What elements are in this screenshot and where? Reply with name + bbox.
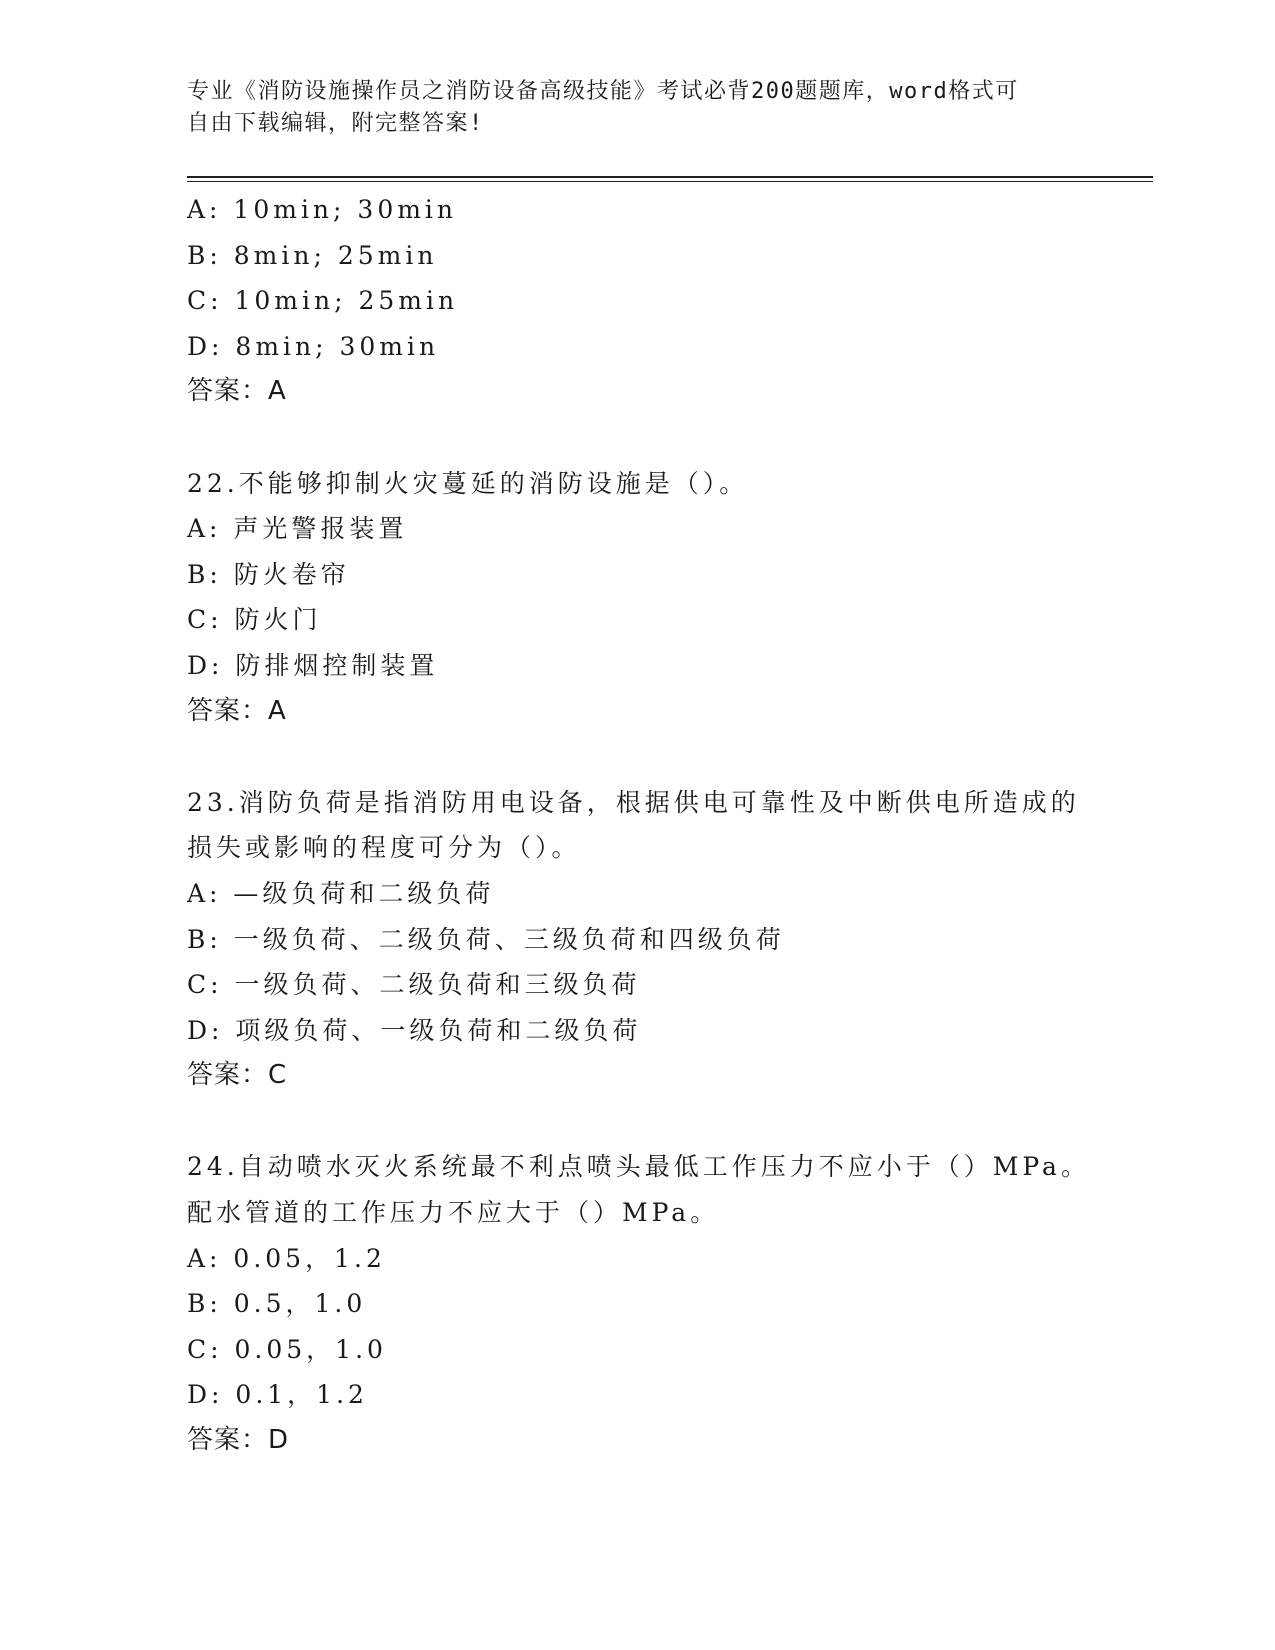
option-d: D: 项级负荷、一级负荷和二级负荷 bbox=[187, 1015, 642, 1045]
option-b: B: 一级负荷、二级负荷、三级负荷和四级负荷 bbox=[187, 924, 785, 954]
option-a: A: —级负荷和二级负荷 bbox=[187, 878, 495, 908]
document-header bbox=[187, 76, 1067, 140]
question-stem-continued: 配水管道的工作压力不应大于（）MPa。 bbox=[187, 1198, 720, 1228]
question-list bbox=[187, 187, 1127, 1464]
option-b: B: 8min; 25min bbox=[187, 240, 438, 270]
question-24 bbox=[187, 1144, 1127, 1463]
option-c: C: 防火门 bbox=[187, 605, 322, 635]
option-c: C: 10min; 25min bbox=[187, 286, 459, 316]
option-c: C: 0.05，1.0 bbox=[187, 1334, 387, 1364]
answer-line: 答案：A bbox=[187, 376, 287, 407]
header-divider bbox=[187, 176, 1153, 182]
header-line-1: 专业《消防设施操作员之消防设备高级技能》考试必背200题题库，word格式可 bbox=[187, 79, 1019, 104]
answer-line: 答案：D bbox=[187, 1425, 290, 1456]
header-line-2: 自由下载编辑，附完整答案! bbox=[187, 111, 484, 136]
option-d: D: 0.1，1.2 bbox=[187, 1380, 368, 1410]
question-22 bbox=[187, 461, 1127, 735]
question-stem: 23.消防负荷是指消防用电设备，根据供电可靠性及中断供电所造成的 bbox=[187, 787, 1080, 817]
question-stem: 22.不能够抑制火灾蔓延的消防设施是（）。 bbox=[187, 468, 749, 498]
option-d: D: 8min; 30min bbox=[187, 331, 440, 361]
option-d: D: 防排烟控制装置 bbox=[187, 650, 439, 680]
question-stem: 24.自动喷水灭火系统最不利点喷头最低工作压力不应小于（）MPa。 bbox=[187, 1152, 1090, 1182]
question-stem-continued: 损失或影响的程度可分为（）。 bbox=[187, 833, 581, 863]
option-a: A: 10min; 30min bbox=[187, 195, 458, 224]
option-c: C: 一级负荷、二级负荷和三级负荷 bbox=[187, 970, 641, 1000]
option-a: A: 0.05，1.2 bbox=[187, 1243, 386, 1273]
question-23 bbox=[187, 780, 1127, 1099]
option-b: B: 0.5，1.0 bbox=[187, 1289, 367, 1319]
option-a: A: 声光警报装置 bbox=[187, 514, 408, 544]
question-partial bbox=[187, 187, 1127, 415]
option-b: B: 防火卷帘 bbox=[187, 559, 350, 589]
answer-line: 答案：A bbox=[187, 695, 287, 726]
answer-line: 答案：C bbox=[187, 1060, 288, 1091]
